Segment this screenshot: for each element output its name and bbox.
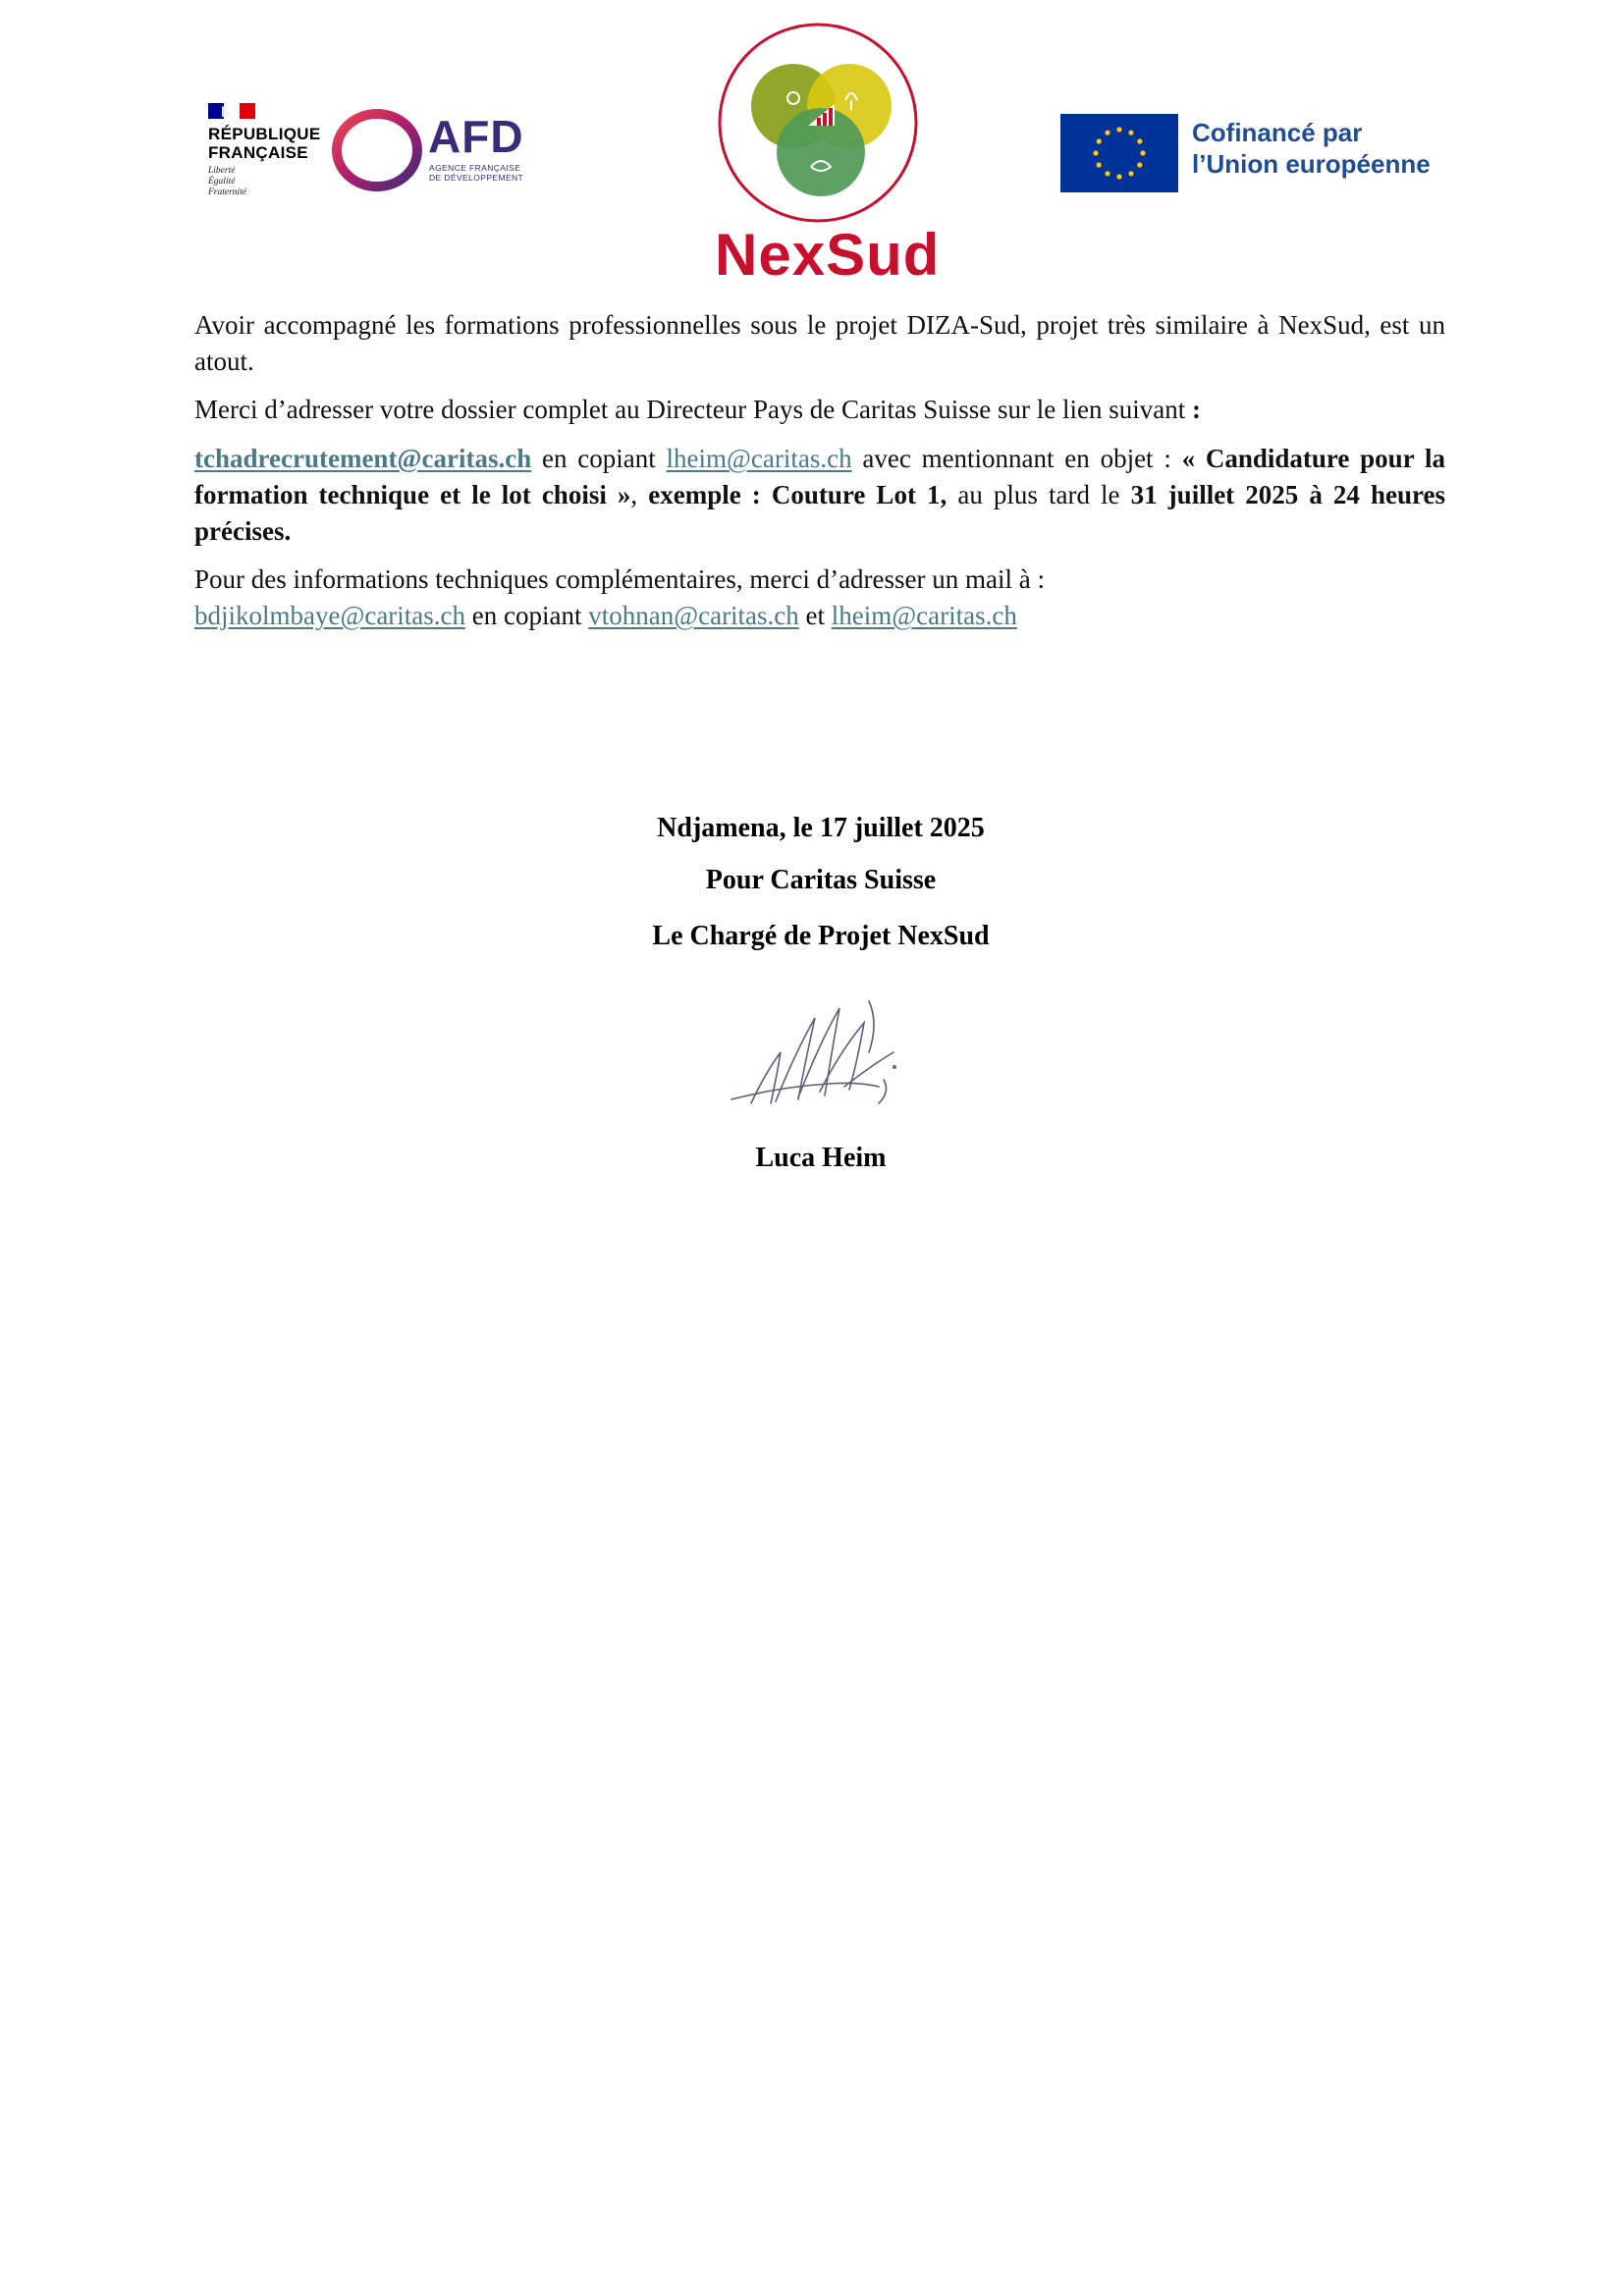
signatory-name: Luca Heim (755, 1143, 887, 1173)
email-link-tchadrecrutement[interactable]: tchadrecrutement@caritas.ch (194, 444, 532, 473)
text-en-copiant: en copiant (531, 444, 667, 473)
paragraph-technical-info (194, 561, 1445, 634)
text-objet: avec mentionnant en objet : (851, 444, 1182, 473)
nexsud-name: NexSud (715, 222, 941, 288)
rf-line2: FRANÇAISE (208, 143, 308, 162)
text-comma: , (630, 480, 649, 509)
nexsud-circles-icon (715, 20, 921, 226)
afd-logo (330, 106, 546, 194)
afd-name: AFD (428, 111, 524, 162)
republique-francaise-logo (208, 103, 321, 198)
eu-cofinance-text (1192, 117, 1431, 180)
subject-text: « Candidature pour la formation technique et le lot choisi » (194, 444, 1445, 509)
rf-line1: RÉPUBLIQUE (208, 125, 321, 143)
eu-flag-icon (1060, 114, 1178, 192)
for-organisation: Pour Caritas Suisse (705, 865, 937, 895)
afd-subtitle-line1: AGENCE FRANÇAISE (429, 163, 521, 173)
afd-subtitle (429, 163, 523, 183)
eu-line1: Cofinancé par (1192, 118, 1363, 147)
example-text: exemple : Couture Lot 1, (648, 480, 947, 509)
paragraph-application (194, 441, 1445, 550)
email-link-vtohnan[interactable]: vtohnan@caritas.ch (588, 601, 799, 630)
letter-body (194, 307, 1445, 634)
rf-motto-egalite: Égalité (208, 177, 236, 187)
paragraph-dossier (194, 392, 1445, 428)
rf-motto-fraternite: Fraternité (208, 187, 247, 197)
eu-line2: l’Union européenne (1192, 149, 1431, 179)
afd-subtitle-line2: DE DÉVELOPPEMENT (429, 173, 524, 183)
email-link-lheim[interactable]: lheim@caritas.ch (666, 444, 852, 473)
text-et: et (798, 601, 832, 630)
marianne-flag-icon (208, 103, 255, 119)
nexsud-logo (715, 20, 941, 288)
place-date: Ndjamena, le 17 juillet 2025 (657, 813, 985, 843)
text-en-copiant-2: en copiant (465, 601, 589, 630)
signatory-role: Le Chargé de Projet NexSud (652, 921, 990, 951)
technical-info-text: Pour des informations techniques complémentaires, merci d’adresser un mail à : (194, 564, 1045, 594)
paragraph-diza-sud: Avoir accompagné les formations professionnelles sous le projet DIZA-Sud, projet très similaire à NexSud, est un atout. (194, 310, 1445, 376)
text-au-plus-tard: au plus tard le (947, 480, 1131, 509)
afd-ring-icon (330, 106, 424, 194)
email-link-bdjikolmbaye[interactable]: bdjikolmbaye@caritas.ch (194, 601, 466, 630)
email-link-lheim-2[interactable]: lheim@caritas.ch (831, 601, 1017, 630)
handwritten-signature (722, 993, 908, 1121)
paragraph-dossier-colon: : (1185, 395, 1201, 424)
paragraph-dossier-text: Merci d’adresser votre dossier complet au Directeur Pays de Caritas Suisse sur le lien suivant (194, 395, 1186, 424)
rf-motto-liberte: Liberté (208, 166, 236, 176)
eu-cofinance-logo (1060, 112, 1443, 196)
deadline-text: 31 juillet 2025 à 24 heures précises. (194, 480, 1445, 546)
